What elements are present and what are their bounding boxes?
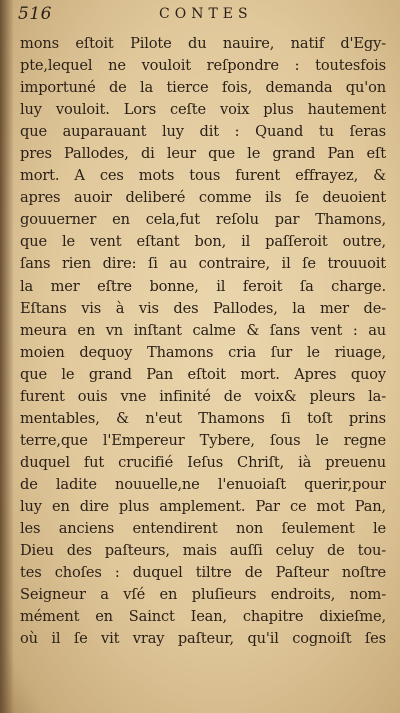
- page-number: 516: [18, 4, 52, 24]
- text-line: mort. A ces mots tous furent effrayez, &: [20, 167, 386, 185]
- text-line: que le vent eſtant bon, il paſſeroit outre,: [20, 233, 386, 251]
- text-line: apres auoir deliberé comme ils ſe deuoient: [20, 189, 386, 207]
- text-line: moien dequoy Thamons cria ſur le riuage,: [20, 343, 386, 361]
- text-line: mément en Sainct Iean, chapitre dixieſme,: [20, 608, 386, 626]
- text-line: Seigneur a vſé en pluſieurs endroits, nom-: [20, 586, 386, 604]
- text-line: de ladite nouuelle,ne l'enuoiaſt querir,pour: [20, 475, 386, 493]
- text-line: gouuerner en cela,fut reſolu par Thamons,: [20, 211, 386, 229]
- text-line: duquel fut crucifié Ieſus Chriſt, ià preuenu: [20, 453, 386, 471]
- text-line: Eſtans vis à vis des Pallodes, la mer de-: [20, 299, 386, 317]
- text-line: furent ouis vne infinité de voix& pleurs la-: [20, 387, 386, 405]
- running-title: CONTES: [159, 6, 253, 22]
- text-line: tes choſes : duquel tiltre de Paſteur noſtre: [20, 564, 386, 582]
- text-line: ſans rien dire: ſi au contraire, il ſe trouuoit: [20, 255, 386, 273]
- text-line: que le grand Pan eſtoit mort. Apres quoy: [20, 365, 386, 383]
- page-header: [14, 4, 390, 28]
- text-line: luy vouloit. Lors ceſte voix plus hautement: [20, 101, 386, 119]
- text-line: luy en dire plus amplement. Par ce mot Pan,: [20, 497, 386, 515]
- body-text: [20, 33, 386, 650]
- text-line: pres Pallodes, di leur que le grand Pan eſt: [20, 145, 386, 163]
- text-line: que auparauant luy dit : Quand tu ſeras: [20, 123, 386, 141]
- text-line: la mer eſtre bonne, il feroit ſa charge.: [20, 277, 386, 295]
- text-line: importuné de la tierce fois, demanda qu'on: [20, 79, 386, 97]
- text-line: mons eſtoit Pilote du nauire, natif d'Egy-: [20, 35, 386, 52]
- text-line: terre,que l'Empereur Tybere, ſous le regne: [20, 431, 386, 449]
- text-line: pte,lequel ne vouloit reſpondre : toutesfois: [20, 57, 386, 75]
- text-line: où il ſe vit vray paſteur, qu'il cognoiſt ſes: [20, 630, 386, 648]
- text-line: Dieu des paſteurs, mais auſſi celuy de tou-: [20, 542, 386, 560]
- text-line: meura en vn inſtant calme & ſans vent : au: [20, 321, 386, 339]
- text-line: mentables, & n'eut Thamons ſi toſt prins: [20, 409, 386, 427]
- text-line: les anciens entendirent non ſeulement le: [20, 520, 386, 538]
